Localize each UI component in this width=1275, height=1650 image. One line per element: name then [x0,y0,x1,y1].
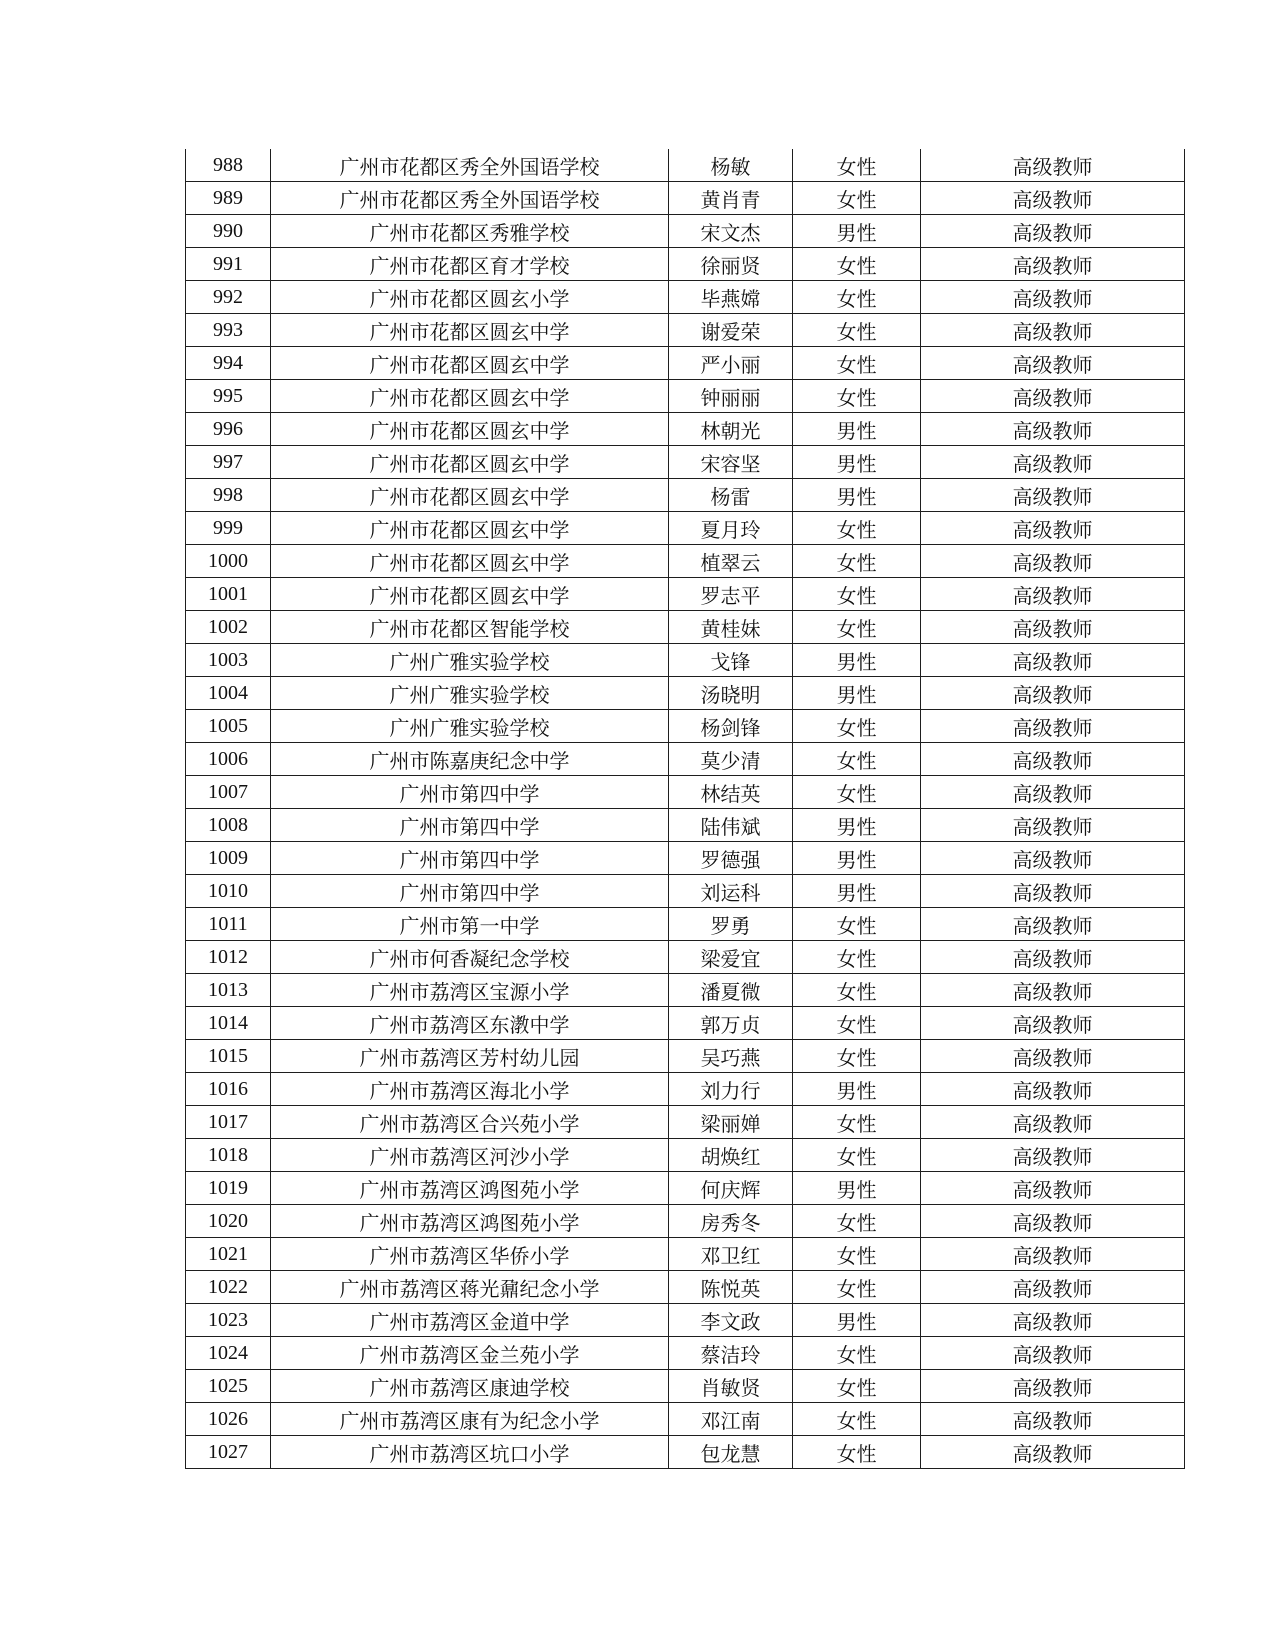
table-row [186,248,1185,281]
cell-gender: 女性 [793,1205,921,1238]
cell-number: 991 [186,248,271,281]
cell-name: 黄肖青 [669,182,793,215]
table-row [186,1007,1185,1040]
cell-title: 高级教师 [921,479,1185,512]
cell-name: 李文政 [669,1304,793,1337]
cell-number: 1000 [186,545,271,578]
cell-school: 广州市花都区圆玄中学 [271,314,669,347]
cell-number: 1008 [186,809,271,842]
cell-school: 广州市荔湾区东漖中学 [271,1007,669,1040]
cell-title: 高级教师 [921,1040,1185,1073]
cell-school: 广州市花都区圆玄中学 [271,479,669,512]
table-row [186,1337,1185,1370]
cell-gender: 男性 [793,1172,921,1205]
table-row [186,578,1185,611]
cell-title: 高级教师 [921,545,1185,578]
cell-name: 潘夏微 [669,974,793,1007]
cell-name: 戈锋 [669,644,793,677]
cell-number: 1005 [186,710,271,743]
cell-name: 莫少清 [669,743,793,776]
cell-gender: 女性 [793,512,921,545]
cell-name: 林朝光 [669,413,793,446]
cell-name: 杨雷 [669,479,793,512]
cell-number: 1004 [186,677,271,710]
table-row [186,611,1185,644]
table-row [186,1304,1185,1337]
cell-number: 1019 [186,1172,271,1205]
table-row [186,1040,1185,1073]
cell-title: 高级教师 [921,1304,1185,1337]
cell-name: 汤晓明 [669,677,793,710]
table-row [186,908,1185,941]
cell-school: 广州市花都区圆玄中学 [271,347,669,380]
cell-number: 995 [186,380,271,413]
cell-gender: 女性 [793,1370,921,1403]
cell-school: 广州市何香凝纪念学校 [271,941,669,974]
cell-title: 高级教师 [921,644,1185,677]
cell-name: 植翠云 [669,545,793,578]
table-row [186,281,1185,314]
cell-number: 1010 [186,875,271,908]
cell-title: 高级教师 [921,248,1185,281]
cell-title: 高级教师 [921,974,1185,1007]
cell-gender: 女性 [793,578,921,611]
cell-number: 1007 [186,776,271,809]
cell-school: 广州市花都区圆玄中学 [271,512,669,545]
cell-gender: 女性 [793,281,921,314]
cell-school: 广州广雅实验学校 [271,710,669,743]
cell-gender: 女性 [793,1337,921,1370]
cell-title: 高级教师 [921,1073,1185,1106]
cell-school: 广州市荔湾区芳村幼儿园 [271,1040,669,1073]
table-row [186,1205,1185,1238]
cell-number: 1011 [186,908,271,941]
cell-title: 高级教师 [921,611,1185,644]
cell-gender: 女性 [793,1139,921,1172]
cell-school: 广州市荔湾区河沙小学 [271,1139,669,1172]
cell-school: 广州市花都区秀雅学校 [271,215,669,248]
cell-gender: 女性 [793,347,921,380]
cell-school: 广州市第四中学 [271,875,669,908]
cell-number: 1027 [186,1436,271,1469]
cell-title: 高级教师 [921,512,1185,545]
table-row [186,149,1185,182]
cell-gender: 女性 [793,1007,921,1040]
cell-school: 广州市花都区圆玄中学 [271,380,669,413]
table-row [186,842,1185,875]
cell-number: 1003 [186,644,271,677]
cell-name: 刘运科 [669,875,793,908]
cell-gender: 男性 [793,644,921,677]
cell-number: 1009 [186,842,271,875]
cell-number: 1006 [186,743,271,776]
cell-gender: 女性 [793,776,921,809]
table-row [186,710,1185,743]
cell-school: 广州市花都区圆玄中学 [271,413,669,446]
cell-school: 广州市荔湾区华侨小学 [271,1238,669,1271]
cell-name: 林结英 [669,776,793,809]
cell-name: 郭万贞 [669,1007,793,1040]
table-row [186,644,1185,677]
cell-school: 广州市第四中学 [271,776,669,809]
table-row [186,1106,1185,1139]
cell-title: 高级教师 [921,743,1185,776]
cell-gender: 女性 [793,974,921,1007]
cell-title: 高级教师 [921,908,1185,941]
cell-name: 刘力行 [669,1073,793,1106]
cell-name: 何庆辉 [669,1172,793,1205]
cell-gender: 女性 [793,314,921,347]
cell-school: 广州市花都区智能学校 [271,611,669,644]
cell-number: 993 [186,314,271,347]
cell-title: 高级教师 [921,875,1185,908]
cell-gender: 男性 [793,1073,921,1106]
table-row [186,512,1185,545]
table-row [186,776,1185,809]
cell-number: 1024 [186,1337,271,1370]
table-row [186,446,1185,479]
cell-school: 广州市花都区秀全外国语学校 [271,149,669,182]
table-row [186,479,1185,512]
cell-title: 高级教师 [921,776,1185,809]
cell-title: 高级教师 [921,809,1185,842]
cell-name: 毕燕嫦 [669,281,793,314]
cell-gender: 女性 [793,908,921,941]
cell-gender: 男性 [793,215,921,248]
cell-number: 992 [186,281,271,314]
cell-school: 广州市荔湾区坑口小学 [271,1436,669,1469]
cell-number: 998 [186,479,271,512]
cell-name: 钟丽丽 [669,380,793,413]
cell-gender: 女性 [793,1040,921,1073]
cell-number: 1026 [186,1403,271,1436]
cell-title: 高级教师 [921,413,1185,446]
cell-title: 高级教师 [921,446,1185,479]
cell-number: 1023 [186,1304,271,1337]
cell-number: 1014 [186,1007,271,1040]
cell-school: 广州市花都区秀全外国语学校 [271,182,669,215]
cell-school: 广州市花都区圆玄中学 [271,545,669,578]
table-row [186,1436,1185,1469]
cell-school: 广州市荔湾区宝源小学 [271,974,669,1007]
cell-gender: 女性 [793,248,921,281]
cell-gender: 女性 [793,149,921,182]
table-row [186,941,1185,974]
table-row [186,809,1185,842]
teacher-list-table [185,149,1185,1469]
cell-gender: 女性 [793,545,921,578]
cell-title: 高级教师 [921,1205,1185,1238]
cell-name: 徐丽贤 [669,248,793,281]
cell-number: 989 [186,182,271,215]
cell-title: 高级教师 [921,215,1185,248]
cell-title: 高级教师 [921,1106,1185,1139]
cell-gender: 男性 [793,1304,921,1337]
cell-title: 高级教师 [921,842,1185,875]
cell-gender: 女性 [793,1271,921,1304]
cell-title: 高级教师 [921,677,1185,710]
cell-school: 广州市花都区圆玄中学 [271,446,669,479]
table-row [186,545,1185,578]
cell-name: 黄桂妹 [669,611,793,644]
cell-school: 广州市荔湾区鸿图苑小学 [271,1172,669,1205]
cell-title: 高级教师 [921,941,1185,974]
cell-number: 1021 [186,1238,271,1271]
cell-title: 高级教师 [921,149,1185,182]
cell-school: 广州市荔湾区鸿图苑小学 [271,1205,669,1238]
cell-name: 罗志平 [669,578,793,611]
cell-number: 1017 [186,1106,271,1139]
cell-number: 1015 [186,1040,271,1073]
cell-school: 广州市荔湾区金道中学 [271,1304,669,1337]
cell-school: 广州市荔湾区合兴苑小学 [271,1106,669,1139]
cell-school: 广州市荔湾区康有为纪念小学 [271,1403,669,1436]
cell-gender: 男性 [793,875,921,908]
table-row [186,347,1185,380]
cell-gender: 男性 [793,413,921,446]
table-row [186,1172,1185,1205]
cell-number: 996 [186,413,271,446]
cell-gender: 女性 [793,380,921,413]
cell-gender: 女性 [793,743,921,776]
cell-name: 杨剑锋 [669,710,793,743]
cell-gender: 女性 [793,941,921,974]
cell-gender: 男性 [793,842,921,875]
cell-name: 严小丽 [669,347,793,380]
cell-number: 1022 [186,1271,271,1304]
cell-gender: 女性 [793,1436,921,1469]
cell-school: 广州市陈嘉庚纪念中学 [271,743,669,776]
cell-number: 999 [186,512,271,545]
table-row [186,1238,1185,1271]
table-row [186,314,1185,347]
cell-number: 988 [186,149,271,182]
cell-name: 梁丽婵 [669,1106,793,1139]
table-row [186,875,1185,908]
cell-title: 高级教师 [921,1172,1185,1205]
cell-number: 1013 [186,974,271,1007]
table-row [186,413,1185,446]
cell-gender: 男性 [793,446,921,479]
cell-school: 广州市荔湾区蒋光鼐纪念小学 [271,1271,669,1304]
cell-name: 杨敏 [669,149,793,182]
cell-gender: 女性 [793,710,921,743]
cell-gender: 女性 [793,1106,921,1139]
cell-number: 1020 [186,1205,271,1238]
cell-gender: 女性 [793,1238,921,1271]
cell-number: 1012 [186,941,271,974]
cell-name: 罗勇 [669,908,793,941]
cell-gender: 男性 [793,677,921,710]
table-row [186,215,1185,248]
table-row [186,1271,1185,1304]
cell-school: 广州市第四中学 [271,809,669,842]
cell-school: 广州广雅实验学校 [271,677,669,710]
cell-name: 邓江南 [669,1403,793,1436]
cell-title: 高级教师 [921,1436,1185,1469]
cell-gender: 男性 [793,809,921,842]
table-row [186,1073,1185,1106]
cell-title: 高级教师 [921,182,1185,215]
cell-number: 994 [186,347,271,380]
table-row [186,677,1185,710]
cell-name: 宋容坚 [669,446,793,479]
cell-school: 广州市第一中学 [271,908,669,941]
cell-school: 广州市花都区育才学校 [271,248,669,281]
cell-title: 高级教师 [921,1337,1185,1370]
cell-name: 胡焕红 [669,1139,793,1172]
cell-name: 梁爱宜 [669,941,793,974]
cell-gender: 女性 [793,182,921,215]
cell-title: 高级教师 [921,1403,1185,1436]
cell-name: 陈悦英 [669,1271,793,1304]
cell-title: 高级教师 [921,1238,1185,1271]
table-row [186,974,1185,1007]
cell-school: 广州市荔湾区康迪学校 [271,1370,669,1403]
cell-title: 高级教师 [921,710,1185,743]
table-row [186,1370,1185,1403]
table-row [186,182,1185,215]
cell-name: 罗德强 [669,842,793,875]
cell-number: 1018 [186,1139,271,1172]
cell-name: 吴巧燕 [669,1040,793,1073]
cell-school: 广州市荔湾区海北小学 [271,1073,669,1106]
cell-gender: 女性 [793,1403,921,1436]
cell-title: 高级教师 [921,347,1185,380]
cell-school: 广州市花都区圆玄中学 [271,578,669,611]
cell-number: 1016 [186,1073,271,1106]
table-row [186,1403,1185,1436]
cell-name: 肖敏贤 [669,1370,793,1403]
cell-gender: 女性 [793,611,921,644]
table-row [186,743,1185,776]
cell-name: 宋文杰 [669,215,793,248]
cell-number: 997 [186,446,271,479]
cell-name: 房秀冬 [669,1205,793,1238]
table-body [186,149,1185,1469]
cell-title: 高级教师 [921,1271,1185,1304]
table-row [186,380,1185,413]
cell-name: 蔡洁玲 [669,1337,793,1370]
cell-school: 广州市花都区圆玄小学 [271,281,669,314]
cell-school: 广州市荔湾区金兰苑小学 [271,1337,669,1370]
cell-name: 包龙慧 [669,1436,793,1469]
cell-title: 高级教师 [921,281,1185,314]
cell-name: 谢爱荣 [669,314,793,347]
cell-number: 1001 [186,578,271,611]
cell-title: 高级教师 [921,578,1185,611]
cell-title: 高级教师 [921,380,1185,413]
cell-gender: 男性 [793,479,921,512]
cell-title: 高级教师 [921,314,1185,347]
cell-number: 990 [186,215,271,248]
cell-title: 高级教师 [921,1139,1185,1172]
cell-number: 1002 [186,611,271,644]
table-row [186,1139,1185,1172]
cell-name: 夏月玲 [669,512,793,545]
cell-number: 1025 [186,1370,271,1403]
cell-name: 陆伟斌 [669,809,793,842]
cell-title: 高级教师 [921,1007,1185,1040]
cell-name: 邓卫红 [669,1238,793,1271]
cell-title: 高级教师 [921,1370,1185,1403]
cell-school: 广州广雅实验学校 [271,644,669,677]
cell-school: 广州市第四中学 [271,842,669,875]
